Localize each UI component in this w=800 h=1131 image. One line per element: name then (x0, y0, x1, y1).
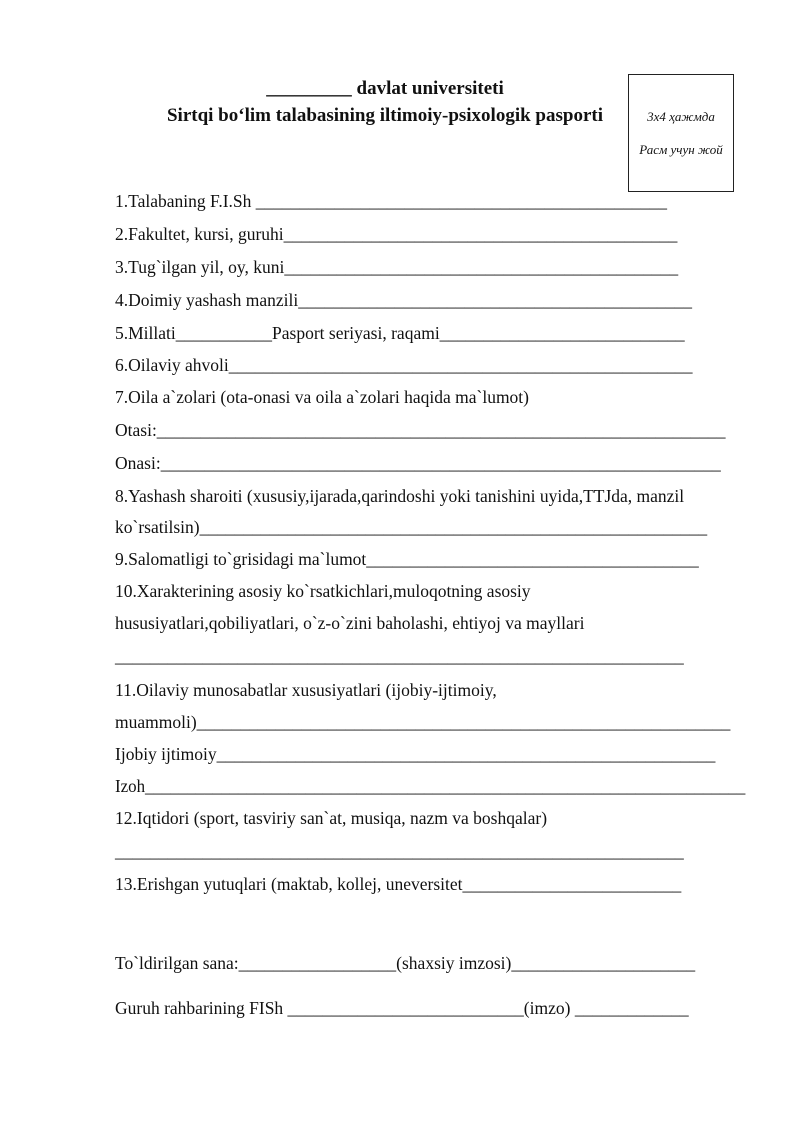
field-family-members: 7.Oila a`zolari (ota-onasi va oila a`zolari haqida ma`lumot) (115, 387, 529, 407)
field-living-conditions-cont: ko`rsatilsin)__________________________________________________________ (115, 517, 708, 537)
field-student-name: 1.Talabaning F.I.Sh _______________________________________________ (115, 191, 668, 211)
field-talent-blank: _________________________________________________________________ (115, 841, 684, 861)
field-talent: 12.Iqtidori (sport, tasviriy san`at, musiqa, nazm va boshqalar) (115, 808, 548, 828)
field-character-blank: _________________________________________________________________ (115, 646, 684, 666)
photo-size-label: 3x4 ҳажмда (647, 109, 715, 124)
field-living-conditions: 8.Yashash sharoiti (xususiy,ijarada,qarindoshi yoki tanishini uyida,TTJda, manzil (115, 486, 685, 506)
field-marital-status: 6.Oilaviy ahvoli_____________________________________________________ (115, 355, 693, 375)
photo-place-label: Расм учун жой (639, 142, 723, 157)
field-family-relations-cont: muammoli)_____________________________________________________________ (115, 712, 731, 732)
field-address: 4.Doimiy yashash manzili_____________________________________________ (115, 290, 692, 310)
field-father: Otasi:_________________________________________________________________ (115, 420, 726, 440)
field-fill-date-signature: To`ldirilgan sana:__________________(shaxsiy imzosi)_____________________ (115, 953, 696, 973)
field-note: Izoh_______________________________________________________________________ (115, 776, 746, 796)
field-character-cont: hususiyatlari,qobiliyatlari, o`z-o`zini baholashi, ehtiyoj va mayllari (115, 613, 585, 633)
passport-title: Sirtqi boʻlim talabasining iltimoiy-psixologik pasporti (166, 105, 604, 126)
field-positive-social: Ijobiy ijtimoiy_________________________________________________________ (115, 744, 716, 764)
field-family-relations: 11.Oilaviy munosabatlar xususiyatlari (ijobiy-ijtimoiy, (115, 680, 497, 700)
field-achievements: 13.Erishgan yutuqlari (maktab, kollej, uneversitet_________________________ (115, 874, 682, 894)
field-health: 9.Salomatligi to`grisidagi ma`lumot______________________________________ (115, 549, 699, 569)
field-faculty: 2.Fakultet, kursi, guruhi_____________________________________________ (115, 224, 678, 244)
field-birth-date: 3.Tug`ilgan yil, oy, kuni_____________________________________________ (115, 257, 679, 277)
field-nationality-passport: 5.Millati___________Pasport seriyasi, raqami____________________________ (115, 323, 685, 343)
field-character: 10.Xarakterining asosiy ko`rsatkichlari,muloqotning asosiy (115, 581, 531, 601)
field-group-leader: Guruh rahbarining FISh ___________________________(imzo) _____________ (115, 998, 689, 1018)
university-title: _________ davlat universiteti (266, 78, 504, 99)
field-mother: Onasi:________________________________________________________________ (115, 453, 721, 473)
photo-placeholder-box (628, 74, 734, 192)
